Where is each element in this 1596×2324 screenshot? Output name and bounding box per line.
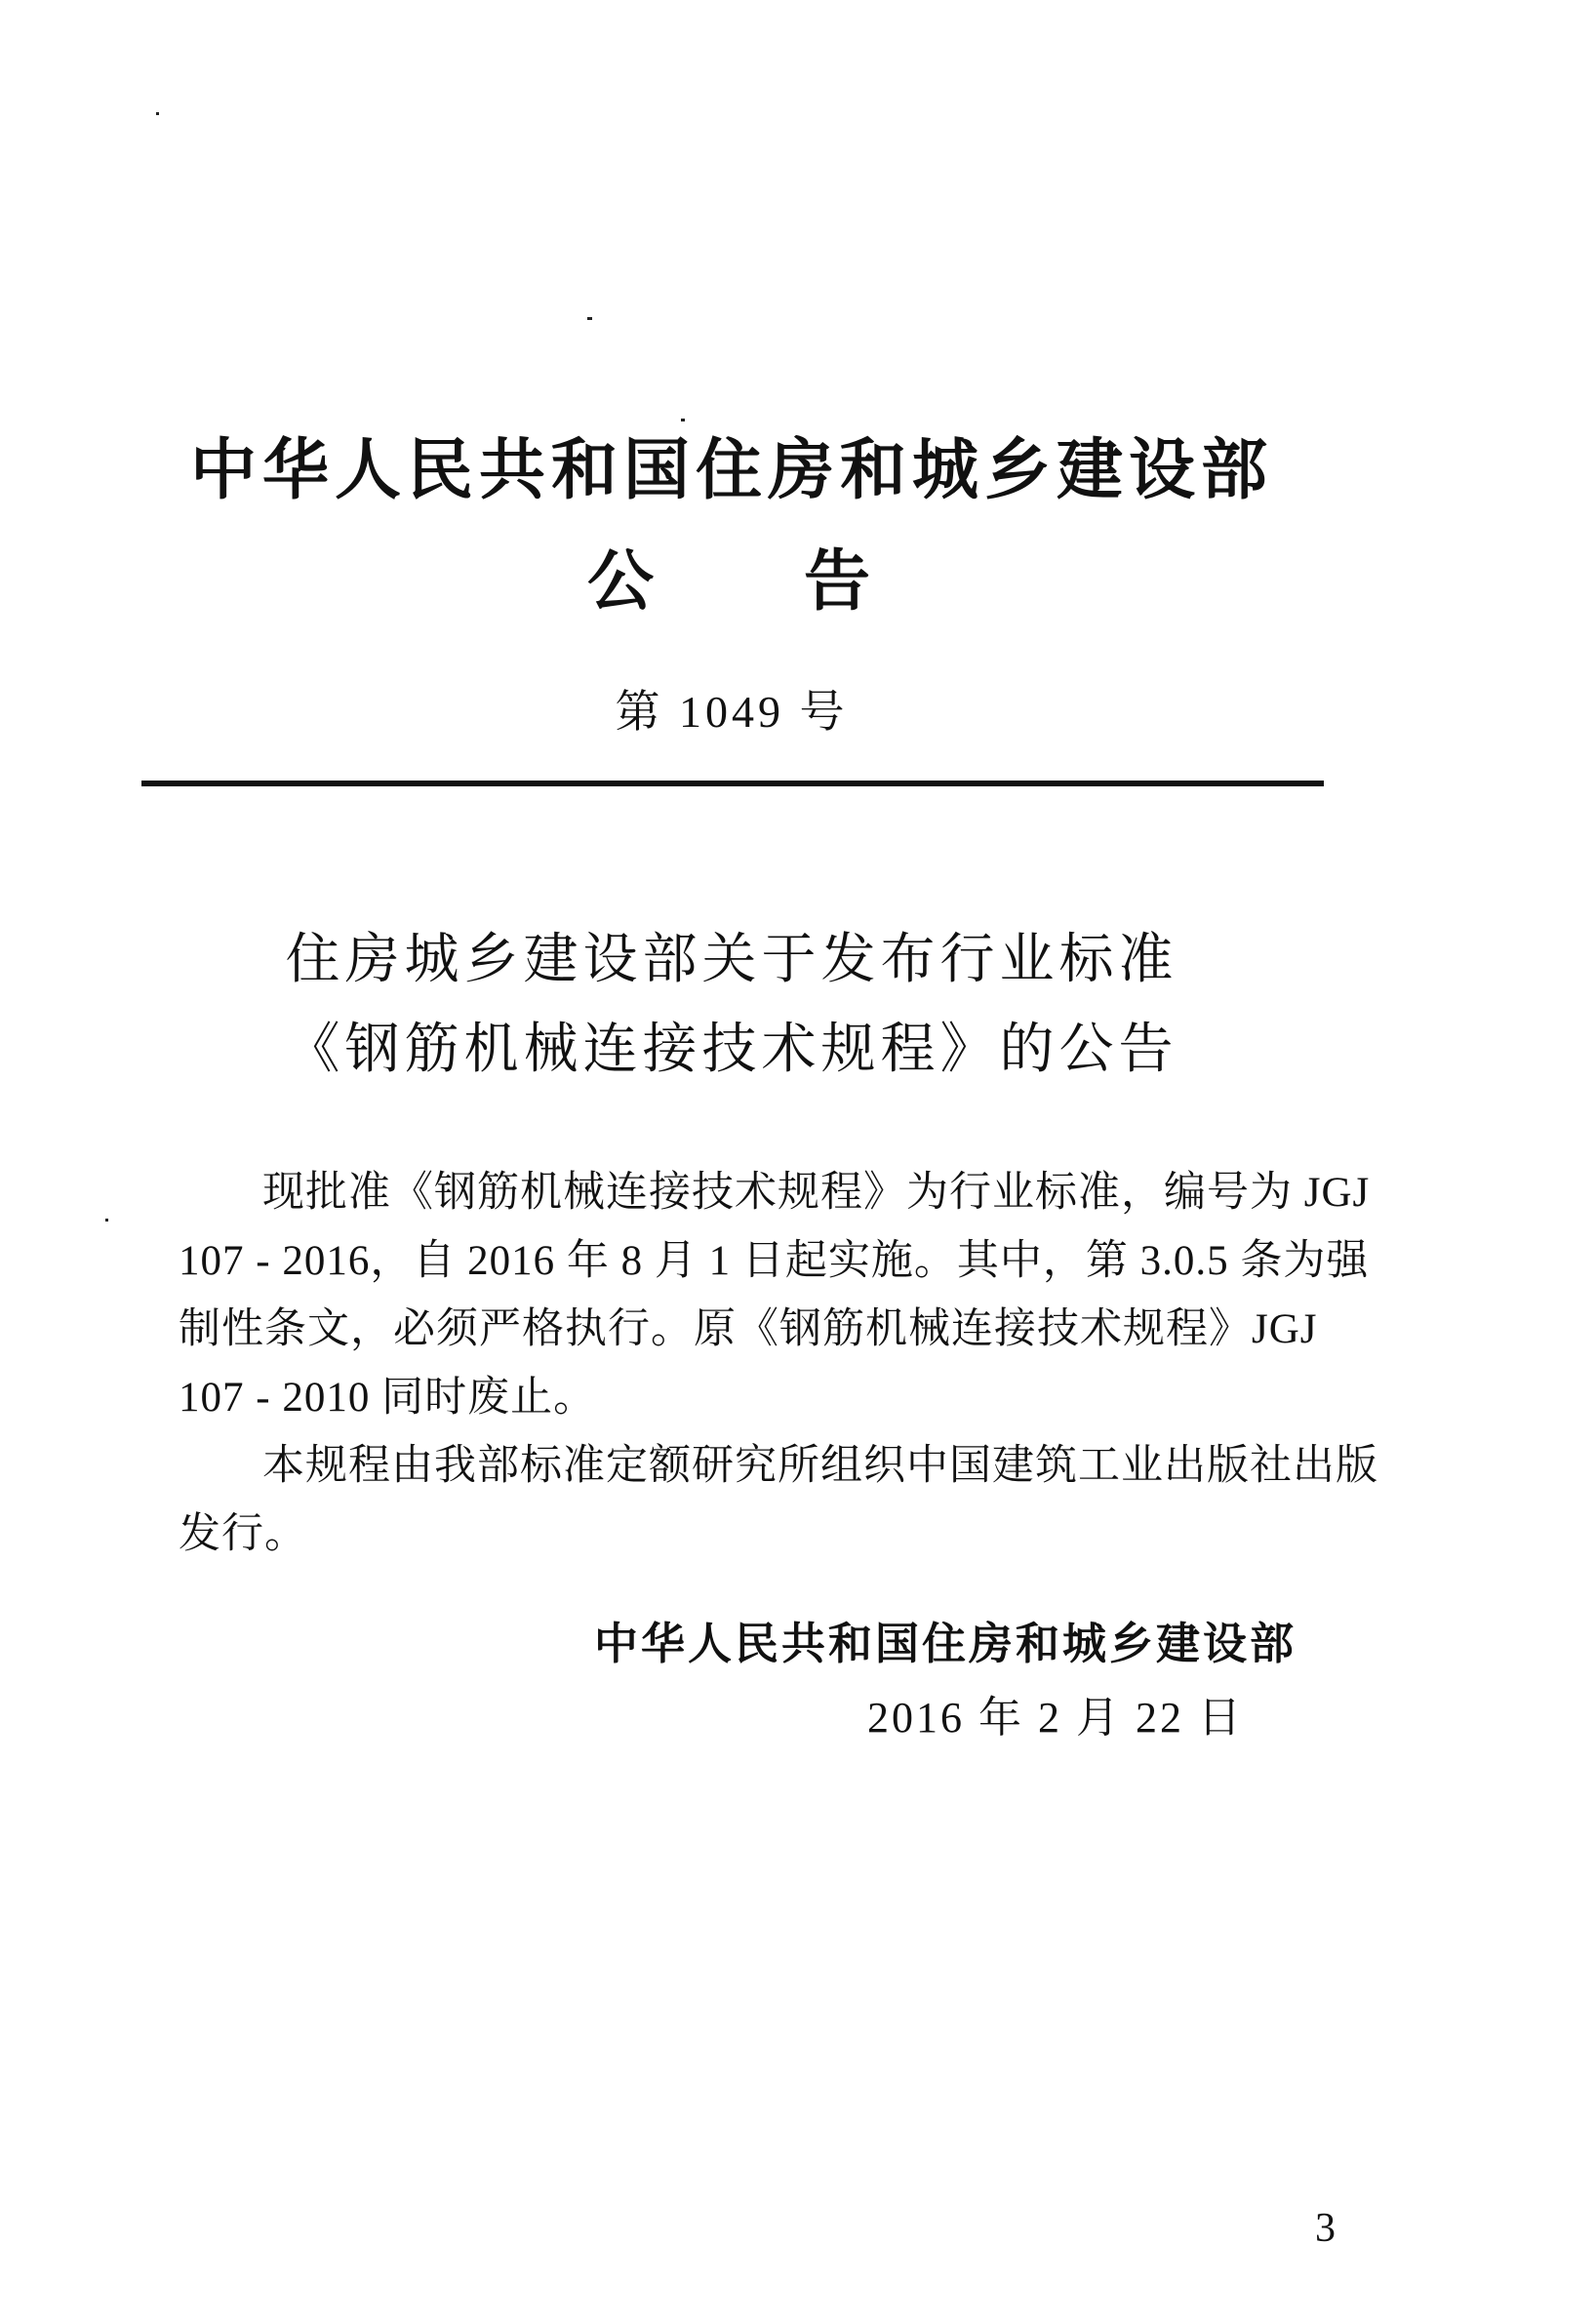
signature-date: 2016 年 2 月 22 日 [867, 1694, 1244, 1742]
org-title-line1: 中华人民共和国住房和城乡建设部 [189, 433, 1273, 507]
scan-speck [587, 317, 592, 320]
org-title-line2: 公 告 [586, 544, 876, 619]
divider-rule [141, 781, 1324, 786]
doc-heading-line2: 《钢筋机械连接技术规程》的公告 [285, 1020, 1178, 1080]
signature-issuer: 中华人民共和国住房和城乡建设部 [593, 1620, 1297, 1668]
paragraph1-line3: 制性条文，必须严格执行。原《钢筋机械连接技术规程》JGJ [179, 1306, 1318, 1352]
announcement-number: 第 1049 号 [615, 687, 849, 737]
page-number: 3 [1315, 2206, 1336, 2251]
paragraph1-line2: 107 - 2016，自 2016 年 8 月 1 日起实施。其中，第 3.0.5 条为强 [179, 1238, 1370, 1284]
paragraph2-line1: 本规程由我部标准定额研究所组织中国建筑工业出版社出版 [262, 1443, 1378, 1489]
doc-heading-line1: 住房城乡建设部关于发布行业标准 [285, 930, 1178, 990]
scan-speck [105, 1219, 108, 1222]
signature-block [141, 1612, 1322, 1750]
paragraph2-line2: 发行。 [179, 1511, 307, 1557]
body-text [179, 1159, 1378, 1569]
masthead [141, 421, 1322, 630]
paragraph1-line4: 107 - 2010 同时废止。 [179, 1375, 597, 1421]
doc-heading [141, 915, 1322, 1095]
scan-speck [156, 112, 159, 115]
paragraph1-line1: 现批准《钢筋机械连接技术规程》为行业标准，编号为 JGJ [262, 1170, 1371, 1216]
